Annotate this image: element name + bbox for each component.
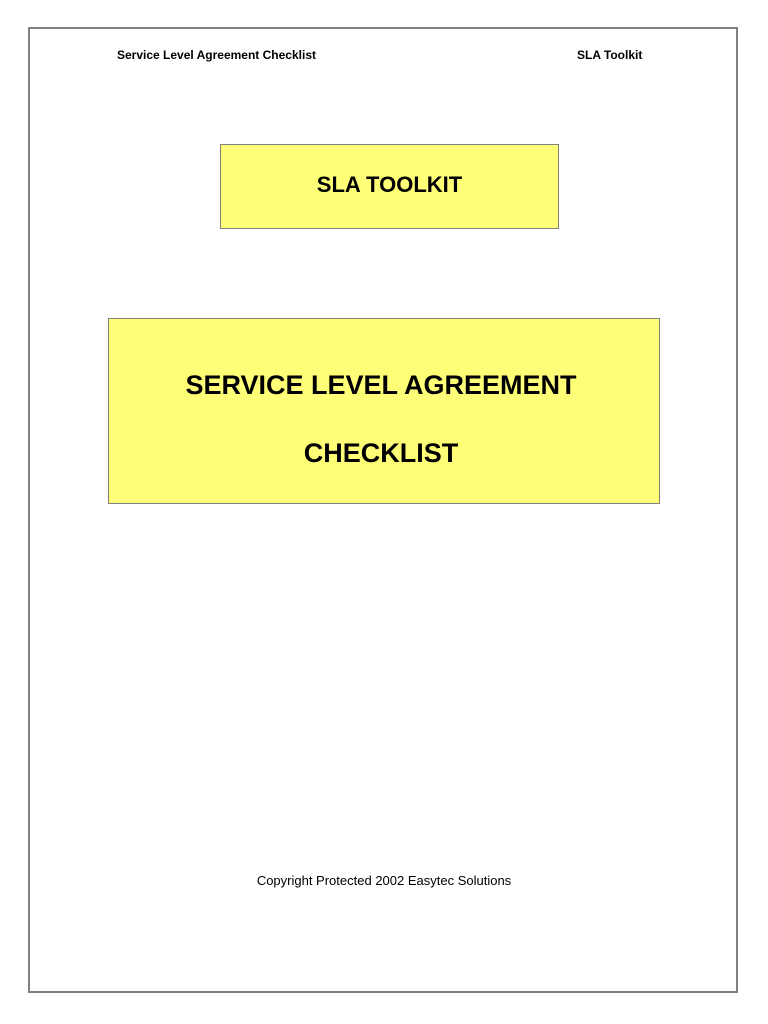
- toolkit-title-box: [220, 144, 559, 229]
- document-title-line-2: CHECKLIST: [303, 438, 459, 468]
- document-title-box: [108, 318, 660, 504]
- toolkit-title: SLA TOOLKIT: [316, 171, 463, 197]
- document-title-line-1: SERVICE LEVEL AGREEMENT: [185, 370, 577, 400]
- copyright-notice: Copyright Protected 2002 Easytec Solutions: [256, 873, 512, 888]
- running-header-title: Service Level Agreement Checklist: [117, 48, 316, 62]
- running-header-toolkit: SLA Toolkit: [577, 48, 643, 62]
